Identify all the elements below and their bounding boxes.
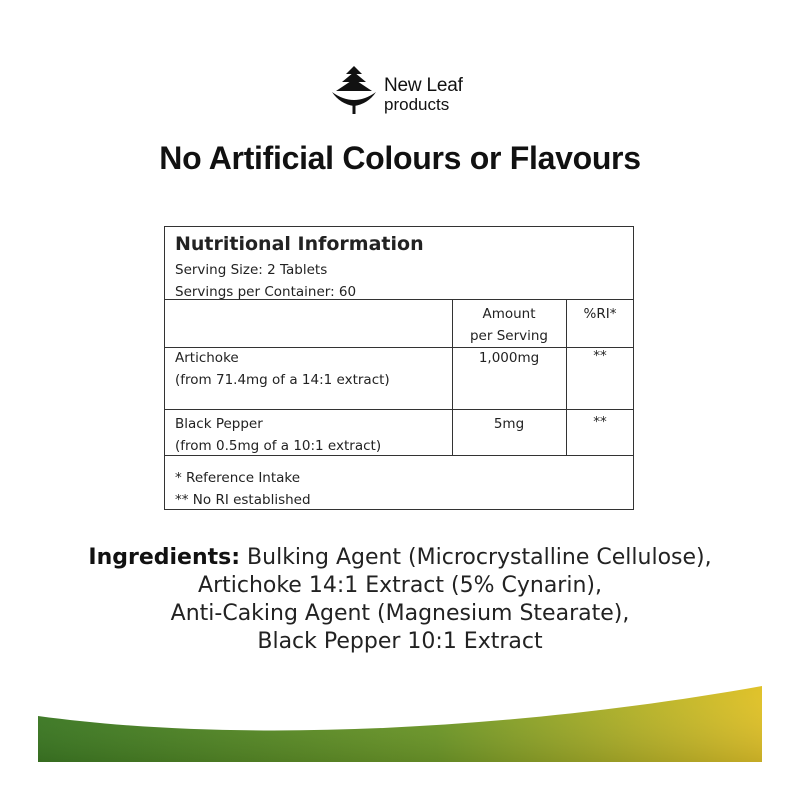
headline: No Artificial Colours or Flavours <box>159 140 641 176</box>
ingredient-name: Black Pepper <box>175 416 263 432</box>
amount-header-line2: per Serving <box>469 328 548 344</box>
decorative-wave <box>38 686 762 762</box>
ri-header: %RI* <box>583 306 617 322</box>
ingredient-detail: (from 71.4mg of a 14:1 extract) <box>175 372 390 388</box>
amount-header-line1: Amount <box>482 306 536 322</box>
ingredient-amount: 1,000mg <box>478 350 540 366</box>
table-divider <box>165 299 633 300</box>
ingredient-detail: (from 0.5mg of a 10:1 extract) <box>175 438 382 454</box>
servings-per-container: Servings per Container: 60 <box>175 284 357 300</box>
ingredients-block <box>0 544 800 656</box>
ingredient-ri: ** <box>593 348 607 364</box>
table-divider <box>165 409 633 410</box>
ingredient-name: Artichoke <box>175 350 239 366</box>
brand-name: New Leaf <box>384 75 463 96</box>
nutrition-title: Nutritional Information <box>175 233 424 255</box>
ingredient-amount: 5mg <box>493 416 525 432</box>
ingredients-label: Ingredients: <box>88 545 241 570</box>
ingredients-line-2: Artichoke 14:1 Extract (5% Cynarin), <box>198 573 602 598</box>
table-divider <box>165 455 633 456</box>
ingredient-ri: ** <box>593 414 607 430</box>
ingredients-text: Bulking Agent (Microcrystalline Cellulose), <box>240 545 712 570</box>
ingredients-line-4: Black Pepper 10:1 Extract <box>257 629 543 654</box>
ingredients-line-1 <box>0 544 800 572</box>
nutrition-table <box>164 226 634 510</box>
ingredients-line-3: Anti-Caking Agent (Magnesium Stearate), <box>170 601 630 626</box>
brand-subtitle: products <box>384 95 450 114</box>
serving-size: Serving Size: 2 Tablets <box>175 262 328 278</box>
footnote-no-ri: ** No RI established <box>175 492 311 508</box>
brand-logo <box>328 64 488 120</box>
leaf-tree-logo-icon <box>328 64 380 116</box>
footnote-reference-intake: * Reference Intake <box>175 470 301 486</box>
